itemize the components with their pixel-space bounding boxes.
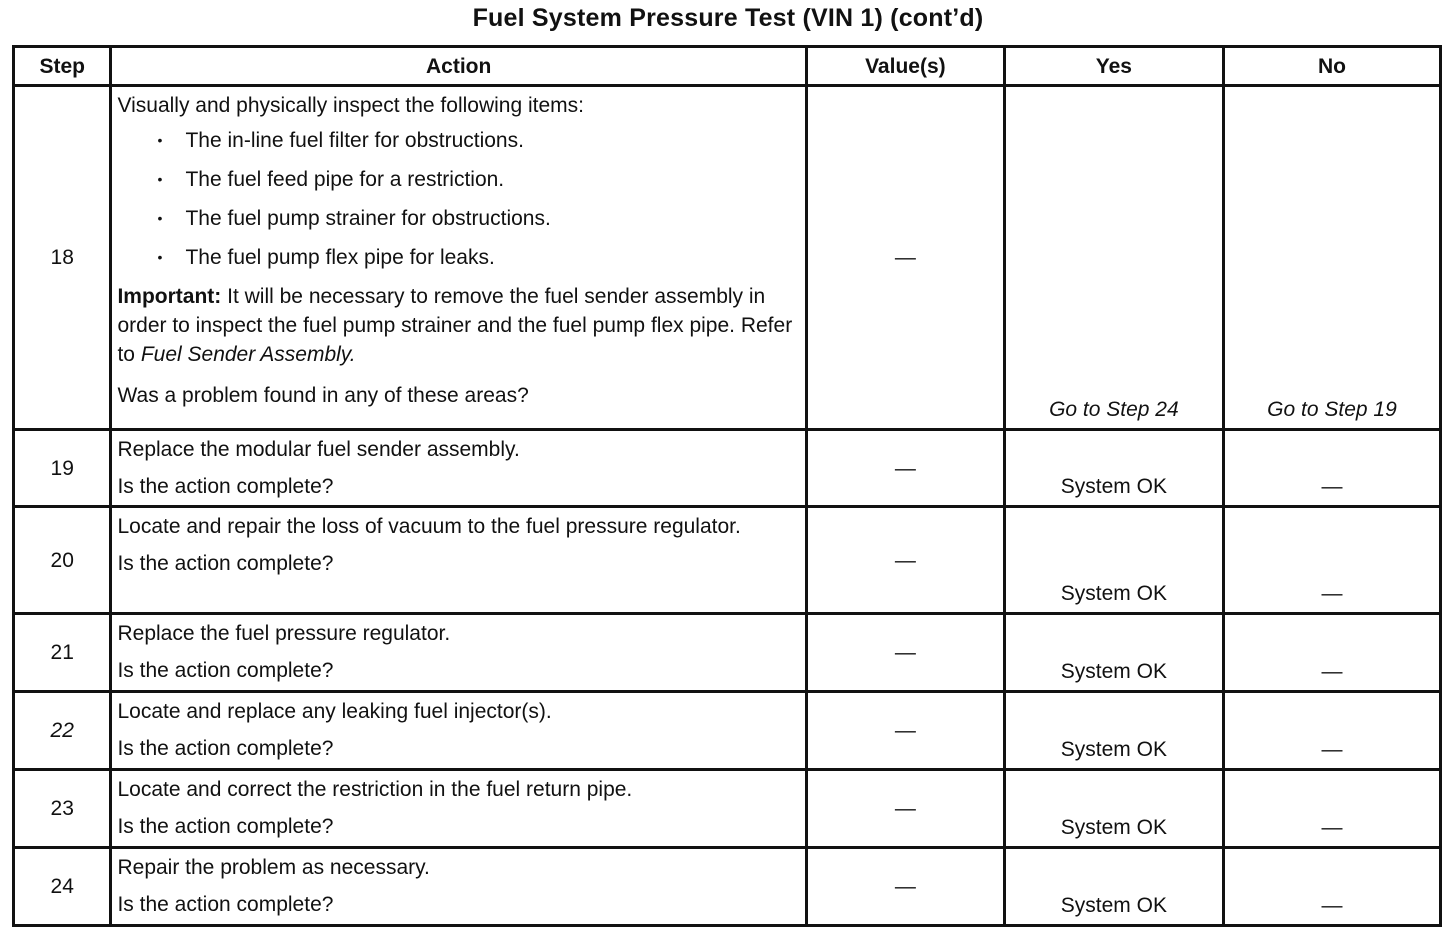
table-row	[14, 614, 1441, 692]
action-text: Locate and replace any leaking fuel injector(s).	[117, 700, 552, 723]
step-number: 23	[14, 770, 111, 848]
no-cell: Go to Step 19	[1223, 86, 1440, 430]
no-cell: —	[1223, 692, 1440, 770]
value-cell: —	[806, 614, 1004, 692]
action-cell	[111, 86, 806, 430]
action-question: Is the action complete?	[117, 815, 334, 838]
step-number: 22	[14, 692, 111, 770]
list-item: • The in-line fuel filter for obstructions.	[157, 126, 796, 155]
action-text: Repair the problem as necessary.	[117, 856, 430, 879]
yes-cell: System OK	[1004, 430, 1223, 507]
yes-cell: System OK	[1004, 614, 1223, 692]
step-number: 18	[14, 86, 111, 430]
table-row	[14, 770, 1441, 848]
action-question: Was a problem found in any of these areas?	[117, 384, 529, 407]
important-text: It will be necessary to remove the fuel sender assembly in order to inspect the fuel pump strainer and the fuel pump flex pipe. Refer to	[117, 285, 793, 366]
action-cell	[111, 614, 806, 692]
action-text: Replace the fuel pressure regulator.	[117, 622, 451, 645]
value-cell: —	[806, 770, 1004, 848]
value-cell: —	[806, 692, 1004, 770]
value-cell: —	[806, 507, 1004, 614]
action-text: Locate and repair the loss of vacuum to the fuel pressure regulator.	[117, 515, 741, 538]
action-question: Is the action complete?	[117, 659, 334, 682]
list-item: • The fuel pump flex pipe for leaks.	[157, 243, 796, 272]
no-cell: —	[1223, 430, 1440, 507]
header-values: Value(s)	[806, 47, 1004, 86]
list-item: • The fuel pump strainer for obstructions.	[157, 204, 796, 233]
yes-cell: System OK	[1004, 848, 1223, 926]
header-yes: Yes	[1004, 47, 1223, 86]
diagnostic-table	[12, 45, 1442, 927]
table-row	[14, 507, 1441, 614]
table-header-row	[14, 47, 1441, 86]
table-row	[14, 86, 1441, 430]
header-no: No	[1223, 47, 1440, 86]
important-label: Important:	[117, 285, 222, 308]
value-cell: —	[806, 86, 1004, 430]
step-number: 24	[14, 848, 111, 926]
no-cell: —	[1223, 507, 1440, 614]
action-question: Is the action complete?	[117, 475, 334, 498]
action-text: Replace the modular fuel sender assembly.	[117, 438, 520, 461]
value-cell: —	[806, 848, 1004, 926]
important-note	[117, 282, 796, 369]
action-question: Is the action complete?	[117, 893, 334, 916]
action-intro: Visually and physically inspect the following items:	[117, 94, 584, 117]
no-cell: —	[1223, 614, 1440, 692]
step-number: 19	[14, 430, 111, 507]
step-number: 20	[14, 507, 111, 614]
value-cell: —	[806, 430, 1004, 507]
action-question: Is the action complete?	[117, 552, 334, 575]
header-action: Action	[111, 47, 806, 86]
table-row	[14, 430, 1441, 507]
action-text: Locate and correct the restriction in the fuel return pipe.	[117, 778, 633, 801]
action-cell	[111, 507, 806, 614]
inspection-list	[117, 126, 796, 272]
action-question: Is the action complete?	[117, 737, 334, 760]
header-step: Step	[14, 47, 111, 86]
page-title: Fuel System Pressure Test (VIN 1) (cont’d)	[472, 4, 984, 32]
yes-cell: Go to Step 24	[1004, 86, 1223, 430]
yes-cell: System OK	[1004, 507, 1223, 614]
yes-cell: System OK	[1004, 770, 1223, 848]
yes-cell: System OK	[1004, 692, 1223, 770]
no-cell: —	[1223, 848, 1440, 926]
table-row	[14, 692, 1441, 770]
table-row	[14, 848, 1441, 926]
step-number: 21	[14, 614, 111, 692]
no-cell: —	[1223, 770, 1440, 848]
action-cell	[111, 770, 806, 848]
action-cell	[111, 848, 806, 926]
important-reference: Fuel Sender Assembly.	[140, 343, 356, 366]
action-cell	[111, 430, 806, 507]
list-item: • The fuel feed pipe for a restriction.	[157, 165, 796, 194]
action-cell	[111, 692, 806, 770]
